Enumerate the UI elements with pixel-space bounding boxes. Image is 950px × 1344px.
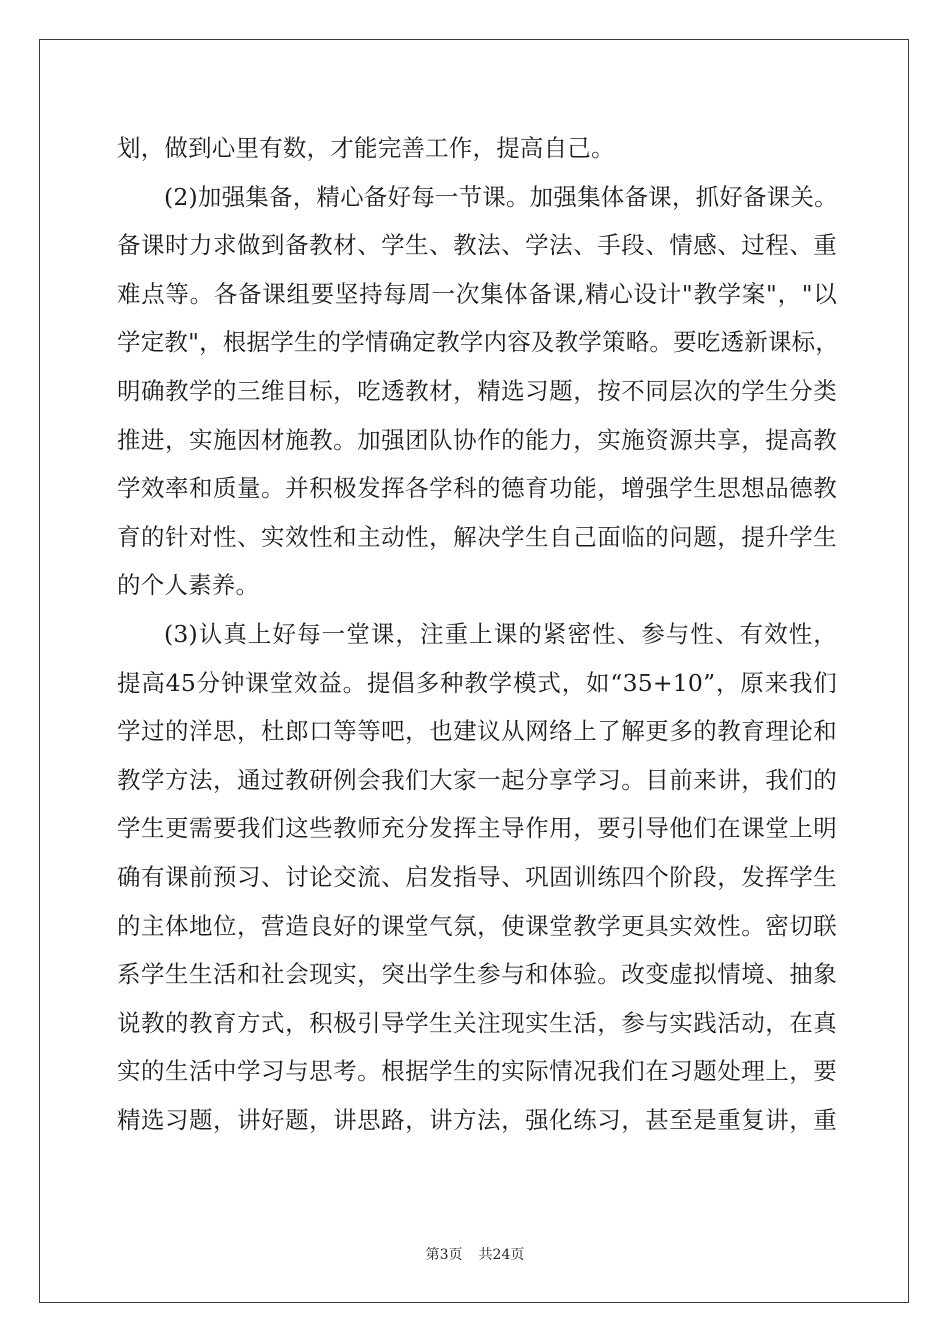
page-number: 第3页 <box>425 1247 463 1263</box>
page-footer <box>0 1246 950 1264</box>
text-line: 划，做到心里有数，才能完善工作，提高自己。 <box>117 134 615 162</box>
text-line: 实的生活中学习与思考。根据学生的实际情况我们在习题处理上，要 <box>117 1057 837 1086</box>
text-line: 学生更需要我们这些教师充分发挥主导作用，要引导他们在课堂上明 <box>117 814 837 843</box>
text-line: 确有课前预习、讨论交流、启发指导、巩固训练四个阶段，发挥学生 <box>117 862 837 891</box>
text-line: 的个人素养。 <box>117 571 260 600</box>
text-line: 学效率和质量。并积极发挥各学科的德育功能，增强学生思想品德教 <box>117 474 837 503</box>
document-body <box>117 129 840 1149</box>
text-line: 系学生生活和社会现实，突出学生参与和体验。改变虚拟情境、抽象 <box>117 960 837 989</box>
text-line: 推进，实施因材施教。加强团队协作的能力，实施资源共享，提高教 <box>117 425 837 454</box>
text-line: 精选习题，讲好题，讲思路，讲方法，强化练习，甚至是重复讲，重 <box>117 1105 837 1134</box>
page-total: 共24页 <box>478 1247 525 1263</box>
text-line: 明确教学的三维目标，吃透教材，精选习题，按不同层次的学生分类 <box>117 376 837 405</box>
text-line: 说教的教育方式，积极引导学生关注现实生活，参与实践活动，在真 <box>117 1008 837 1037</box>
text-line: 学过的洋思，杜郎口等等吧，也建议从网络上了解更多的教育理论和 <box>117 717 837 746</box>
text-line: (3)认真上好每一堂课，注重上课的紧密性、参与性、有效性， <box>164 619 837 648</box>
text-line: (2)加强集备，精心备好每一节课。加强集体备课，抓好备课关。 <box>164 182 838 211</box>
text-line: 的主体地位，营造良好的课堂气氛，使课堂教学更具实效性。密切联 <box>117 911 837 940</box>
text-line: 备课时力求做到备教材、学生、教法、学法、手段、情感、过程、重 <box>117 231 837 260</box>
text-line: 提高45分钟课堂效益。提倡多种教学模式，如“35+10”，原来我们 <box>117 668 837 697</box>
text-line: 育的针对性、实效性和主动性，解决学生自己面临的问题，提升学生 <box>117 522 837 551</box>
text-line: 学定教"，根据学生的学情确定教学内容及教学策略。要吃透新课标， <box>117 328 840 357</box>
text-line: 教学方法，通过教研例会我们大家一起分享学习。目前来讲，我们的 <box>117 765 837 794</box>
text-line: 难点等。各备课组要坚持每周一次集体备课,精心设计"教学案"，"以 <box>117 279 837 308</box>
